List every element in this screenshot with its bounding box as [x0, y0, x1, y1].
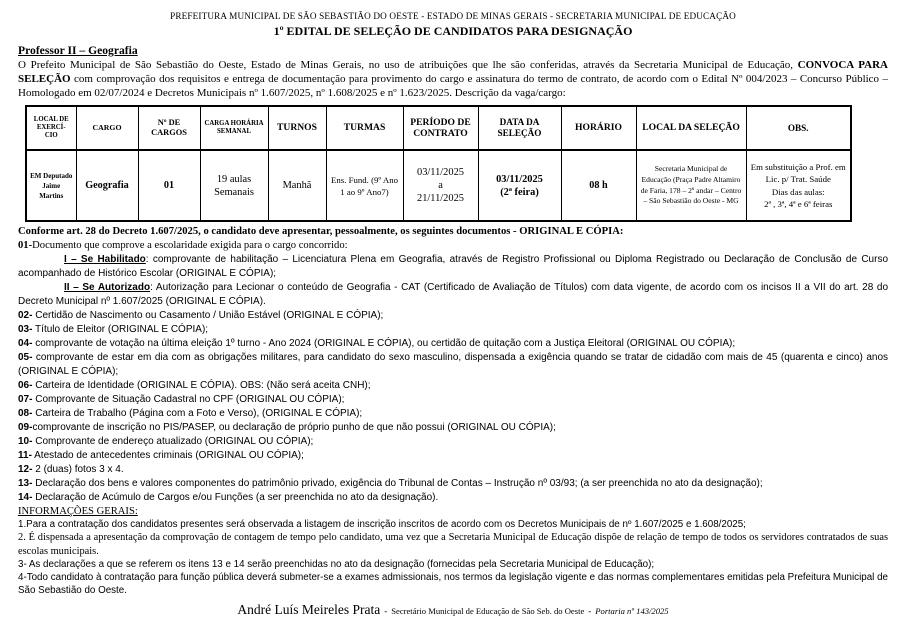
doc-item-09-text: comprovante de inscrição no PIS/PASEP, ou declaração de próprio punho de que não possui (ORIGINAL OU CÓPIA); — [32, 422, 556, 433]
secretary-name: André Luís Meireles Prata — [237, 602, 381, 618]
general-info-title: INFORMAÇÕES GERAIS: — [18, 506, 138, 517]
doc-item-07 — [18, 393, 888, 407]
doc-item-06-prefix: 06- — [18, 380, 33, 391]
doc-item-08-text: Carteira de Trabalho (Página com a Foto e Verso), (ORIGINAL E CÓPIA); — [32, 408, 363, 419]
doc-item-10-text: Comprovante de endereço atualizado (ORIGINAL OU CÓPIA); — [32, 436, 314, 447]
doc-item-08 — [18, 407, 888, 421]
doc-sub-autorizado-label: II – Se Autorizado — [64, 282, 151, 293]
vacancy-table-data-row — [26, 150, 851, 221]
periodo-inicio: 03/11/2025 — [417, 167, 464, 178]
doc-item-08-prefix: 08- — [18, 408, 33, 419]
cell-turnos: Manhã — [268, 150, 326, 221]
doc-item-12-prefix: 12- — [18, 464, 33, 475]
doc-item-01-prefix: 01- — [18, 240, 33, 251]
header-carga-horaria: CARGA HORÁRIA SEMANAL — [200, 106, 268, 150]
doc-item-01 — [18, 239, 888, 253]
documents-intro: Conforme art. 28 do Decreto 1.607/2025, o candidato deve apresentar, pessoalmente, os seguintes documentos - ORIGINAL E CÓPIA: — [18, 226, 624, 237]
header-local-exercicio: LOCAL DE EXERCÍ- CIO — [26, 106, 76, 150]
intro-convoca-bold: CONVOCA PARA SELEÇÃO — [18, 59, 888, 85]
secretary-role: Secretário Municipal de Educação de São Seb. do Oeste — [391, 606, 585, 617]
signature-footer — [18, 601, 888, 619]
doc-item-02 — [18, 309, 888, 323]
cell-local-exercicio: EM Deputado Jaime Martins — [26, 150, 76, 221]
doc-sub-habilitado-label: I – Se Habilitado — [64, 254, 146, 265]
doc-item-09-prefix: 09- — [18, 422, 33, 433]
cell-obs — [746, 150, 851, 221]
cell-horario: 08 h — [561, 150, 636, 221]
cell-carga-horaria: 19 aulas Semanais — [200, 150, 268, 221]
portaria-reference: Portaria nº 143/2025 — [595, 606, 669, 617]
doc-sub-autorizado-text: : Autorização para Lecionar o conteúdo de Geografia - CAT (Certificado de Avaliação de Títulos) com data vigente, de acordo com os incisos II a VII do art. 28 do Decreto Municipal nº 1.607/2025 (ORIGINAL E CÓPIA). — [18, 282, 889, 307]
header-horario: HORÁRIO — [561, 106, 636, 150]
doc-item-06-text: Carteira de Identidade (ORIGINAL E CÓPIA). OBS: (Não será aceita CNH); — [32, 380, 371, 391]
doc-sub-autorizado — [18, 281, 888, 309]
cell-data-selecao — [478, 150, 561, 221]
doc-item-05-text: comprovante de estar em dia com as obrigações militares, para candidato do sexo masculino, dispensada a exigência quando se tratar de cidadão com mais de 45 (quarenta e cinco) anos (ORIGINAL E CÓPIA); — [18, 352, 888, 377]
section-title-text: Professor II – Geografia — [18, 44, 138, 57]
doc-item-01-text: Documento que comprove a escolaridade exigida para o cargo concorrido: — [32, 240, 348, 251]
doc-sub-habilitado — [18, 253, 888, 281]
doc-item-07-prefix: 07- — [18, 394, 33, 405]
doc-item-05-prefix: 05- — [18, 352, 33, 363]
section-title — [18, 44, 888, 57]
doc-item-09 — [18, 421, 888, 435]
doc-item-11 — [18, 449, 888, 463]
periodo-fim: 21/11/2025 — [417, 193, 464, 204]
doc-item-13-prefix: 13- — [18, 478, 33, 489]
info-item-4: 4-Todo candidato à contratação para função pública deverá submeter-se a exames admissionais, nos termos da legislação vigente e das normas complementares emitidas pela Prefeitura Municipal de São Sebastião do Oeste. — [18, 572, 888, 597]
obs-dias-label: Dias das aulas: — [771, 186, 825, 197]
doc-item-04-prefix: 04- — [18, 338, 33, 349]
cell-periodo-contrato — [403, 150, 478, 221]
cell-num-cargos: 01 — [138, 150, 200, 221]
vacancy-table — [25, 105, 852, 222]
doc-item-12 — [18, 463, 888, 477]
doc-item-03 — [18, 323, 888, 337]
documents-section — [18, 225, 888, 505]
cell-turmas: Ens. Fund. (9º Ano 1 ao 9º Ano7) — [326, 150, 403, 221]
doc-item-14 — [18, 491, 888, 505]
doc-item-10-prefix: 10- — [18, 436, 33, 447]
doc-item-07-text: Comprovante de Situação Cadastral no CPF (ORIGINAL OU CÓPIA); — [32, 394, 345, 405]
doc-item-05 — [18, 351, 888, 379]
doc-item-13 — [18, 477, 888, 491]
doc-item-04-text: comprovante de votação na última eleição 1º turno - Ano 2024 (ORIGINAL E CÓPIA), ou certidão de quitação com a Justiça Eleitoral (ORIGINAL OU CÓPIA); — [32, 338, 736, 349]
header-turmas: TURMAS — [326, 106, 403, 150]
header-cargo: CARGO — [76, 106, 138, 150]
footer-separator-2: - — [588, 606, 592, 617]
doc-item-02-prefix: 02- — [18, 310, 33, 321]
doc-item-14-text: Declaração de Acúmulo de Cargos e/ou Funções (a ser preenchida no ato da designação). — [32, 492, 439, 503]
doc-item-02-text: Certidão de Nascimento ou Casamento / União Estável (ORIGINAL E CÓPIA); — [32, 310, 384, 321]
header-periodo-contrato: PERÍODO DE CONTRATO — [403, 106, 478, 150]
doc-item-12-text: 2 (duas) fotos 3 x 4. — [32, 464, 124, 475]
vacancy-table-header-row — [26, 106, 851, 150]
doc-item-13-text: Declaração dos bens e valores componentes do patrimônio privado, exigência do Tribunal de Contas – Instrução nº 03/93; (a ser preenchida no ato da designação); — [32, 478, 763, 489]
obs-dias-valor: 2ª , 3ª, 4ª e 6ª feiras — [764, 198, 833, 209]
doc-item-03-prefix: 03- — [18, 324, 33, 335]
header-turnos: TURNOS — [268, 106, 326, 150]
info-item-3: 3- As declarações a que se referem os itens 13 e 14 serão preenchidas no ato da designação (fornecidas pela Secretaria Municipal de Educação); — [18, 558, 655, 570]
info-item-2: 2. É dispensada a apresentação da comprovação de contagem de tempo pelo candidato, uma vez que a Secretaria Municipal de Educação dispõe de relação de tempo de todos os servidores contratados de suas escolas municipais. — [18, 532, 888, 557]
doc-sub-habilitado-text: : comprovante de habilitação – Licenciatura Plena em Geografia, através de Registro Profissional ou Diploma Registrado ou Declaração de Conclusão de Curso acompanhado de Histórico Escolar (ORIGINAL E CÓPIA); — [18, 254, 889, 279]
doc-item-03-text: Título de Eleitor (ORIGINAL E CÓPIA); — [32, 324, 209, 335]
municipality-header-line: PREFEITURA MUNICIPAL DE SÃO SEBASTIÃO DO OESTE - ESTADO DE MINAS GERAIS - SECRETARIA MUNICIPAL DE EDUCAÇÃO — [170, 11, 736, 21]
doc-item-06 — [18, 379, 888, 393]
info-item-1: 1.Para a contratação dos candidatos presentes será observada a listagem de inscrição inscritos de acordo com os Decretos Municipais de nº 1.607/2025 e 1.608/2025; — [18, 519, 746, 531]
header-obs: OBS. — [746, 106, 851, 150]
obs-substituicao: Em substituição a Prof. em Lic. p/ Trat. Saúde — [750, 161, 846, 185]
doc-item-10 — [18, 435, 888, 449]
data-selecao-data: 03/11/2025 — [496, 173, 543, 185]
doc-item-11-text: Atestado de antecedentes criminais (ORIGINAL OU CÓPIA); — [31, 450, 304, 461]
doc-item-04 — [18, 337, 888, 351]
header-data-selecao: DATA DA SELEÇÃO — [478, 106, 561, 150]
periodo-separador: a — [438, 180, 443, 191]
doc-item-14-prefix: 14- — [18, 492, 33, 503]
data-selecao-dia: (2ª feira) — [500, 186, 539, 198]
intro-part2: com comprovação dos requisitos e entrega de documentação para provimento do cargo e assinatura do termo de contrato, de acordo com o Edital Nº 004/2023 – Concurso Público – Homologado em 02/07/2024 e Decretos Municipais nº 1.607/2025, nº 1.608/2025 e nº 1.623/2025. Descrição da vaga/cargo: — [18, 73, 888, 99]
intro-paragraph — [18, 58, 888, 100]
header-num-cargos: Nº DE CARGOS — [138, 106, 200, 150]
header-local-selecao: LOCAL DA SELEÇÃO — [636, 106, 746, 150]
cell-local-selecao: Secretaria Municipal de Educação (Praça Padre Altamiro de Faria, 178 – 2º andar – Centro – São Sebastião do Oeste - MG — [636, 150, 746, 221]
general-info-section — [18, 505, 888, 597]
doc-item-11-prefix: 11- — [18, 450, 32, 461]
cell-cargo: Geografia — [76, 150, 138, 221]
footer-separator-1: - — [384, 606, 388, 617]
edital-title: 1º EDITAL DE SELEÇÃO DE CANDIDATOS PARA DESIGNAÇÃO — [273, 24, 633, 38]
intro-part1: O Prefeito Municipal de São Sebastião do Oeste, Estado de Minas Gerais, no uso de atribuições que lhe são conferidas, através da Secretaria Municipal de Educação, — [18, 59, 798, 71]
